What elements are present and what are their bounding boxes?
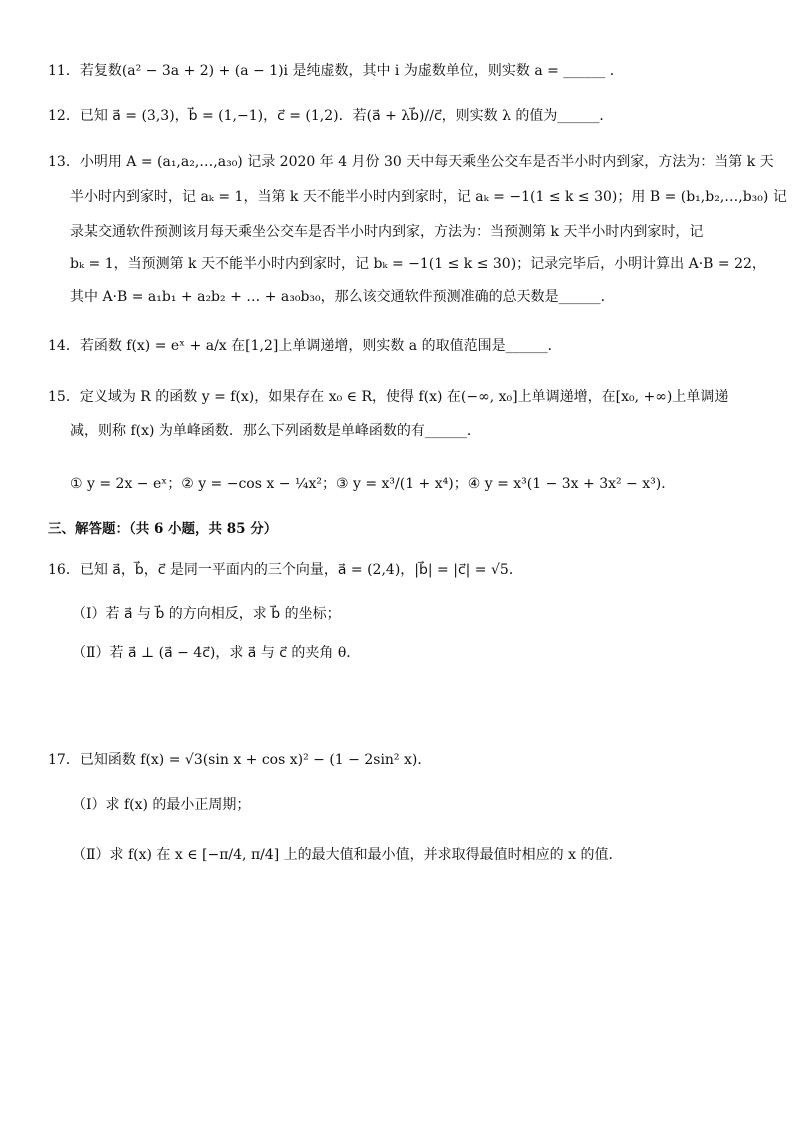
q12-line1: 12．已知 a⃗ = (3,3)，b⃗ = (1,−1)，c⃗ = (1,2)．若(a⃗ + λb⃗)//c⃗，则实数 λ 的值为______． (48, 108, 614, 124)
q17-part2: （Ⅱ）求 f(x) 在 x ∈ [−π/4, π/4] 上的最大值和最小值，并求取得最值时相应的 x 的值． (72, 847, 623, 863)
q16-stem: 16．已知 a⃗，b⃗，c⃗ 是同一平面内的三个向量，a⃗ = (2,4)，|b⃗| = |c⃗| = √5． (48, 562, 523, 578)
q13-line3: 录某交通软件预测该月每天乘坐公交车是否半小时内到家，方法为：当预测第 k 天半小时内到家时，记 (70, 224, 704, 240)
q13-line4: bₖ = 1，当预测第 k 天不能半小时内到家时，记 bₖ = −1(1 ≤ k ≤ 30)；记录完毕后，小明计算出 A·B = 22， (70, 256, 766, 272)
q11-line1: 11．若复数(a² − 3a + 2) + (a − 1)i 是纯虚数，其中 i 为虚数单位，则实数 a = ______ ． (48, 63, 624, 79)
section-title: 三、解答题：（共 6 小题，共 85 分） (48, 521, 278, 537)
q16-part1: （Ⅰ）若 a⃗ 与 b⃗ 的方向相反，求 b⃗ 的坐标； (72, 606, 341, 622)
q13-line2: 半小时内到家时，记 aₖ = 1，当第 k 天不能半小时内到家时，记 aₖ = −1(1 ≤ k ≤ 30)；用 B = (b₁,b₂,…,b₃₀) 记 (70, 189, 787, 205)
q13-line5: 其中 A·B = a₁b₁ + a₂b₂ + … + a₃₀b₃₀，那么该交通软件预测准确的总天数是______． (70, 289, 615, 305)
q17-stem: 17．已知函数 f(x) = √3(sin x + cos x)² − (1 − 2sin² x)． (48, 752, 432, 768)
q16-part2: （Ⅱ）若 a⃗ ⊥ (a⃗ − 4c⃗)，求 a⃗ 与 c⃗ 的夹角 θ． (72, 645, 361, 661)
q15-options: ① y = 2x − eˣ；② y = −cos x − ¼x²；③ y = x³/(1 + x⁴)；④ y = x³(1 − 3x + 3x² − x³)． (70, 476, 676, 492)
q15-line1: 15．定义域为 R 的函数 y = f(x)，如果存在 x₀ ∈ R，使得 f(x) 在(−∞, x₀]上单调递增，在[x₀, +∞)上单调递 (48, 389, 729, 405)
q13-line1: 13．小明用 A = (a₁,a₂,…,a₃₀) 记录 2020 年 4 月份 30 天中每天乘坐公交车是否半小时内到家，方法为：当第 k 天 (48, 154, 774, 170)
q15-line2: 减，则称 f(x) 为单峰函数．那么下列函数是单峰函数的有______． (70, 423, 481, 439)
q14-line1: 14．若函数 f(x) = eˣ + a/x 在[1,2]上单调递增，则实数 a 的取值范围是______． (48, 338, 562, 354)
q17-part1: （Ⅰ）求 f(x) 的最小正周期； (72, 797, 251, 813)
